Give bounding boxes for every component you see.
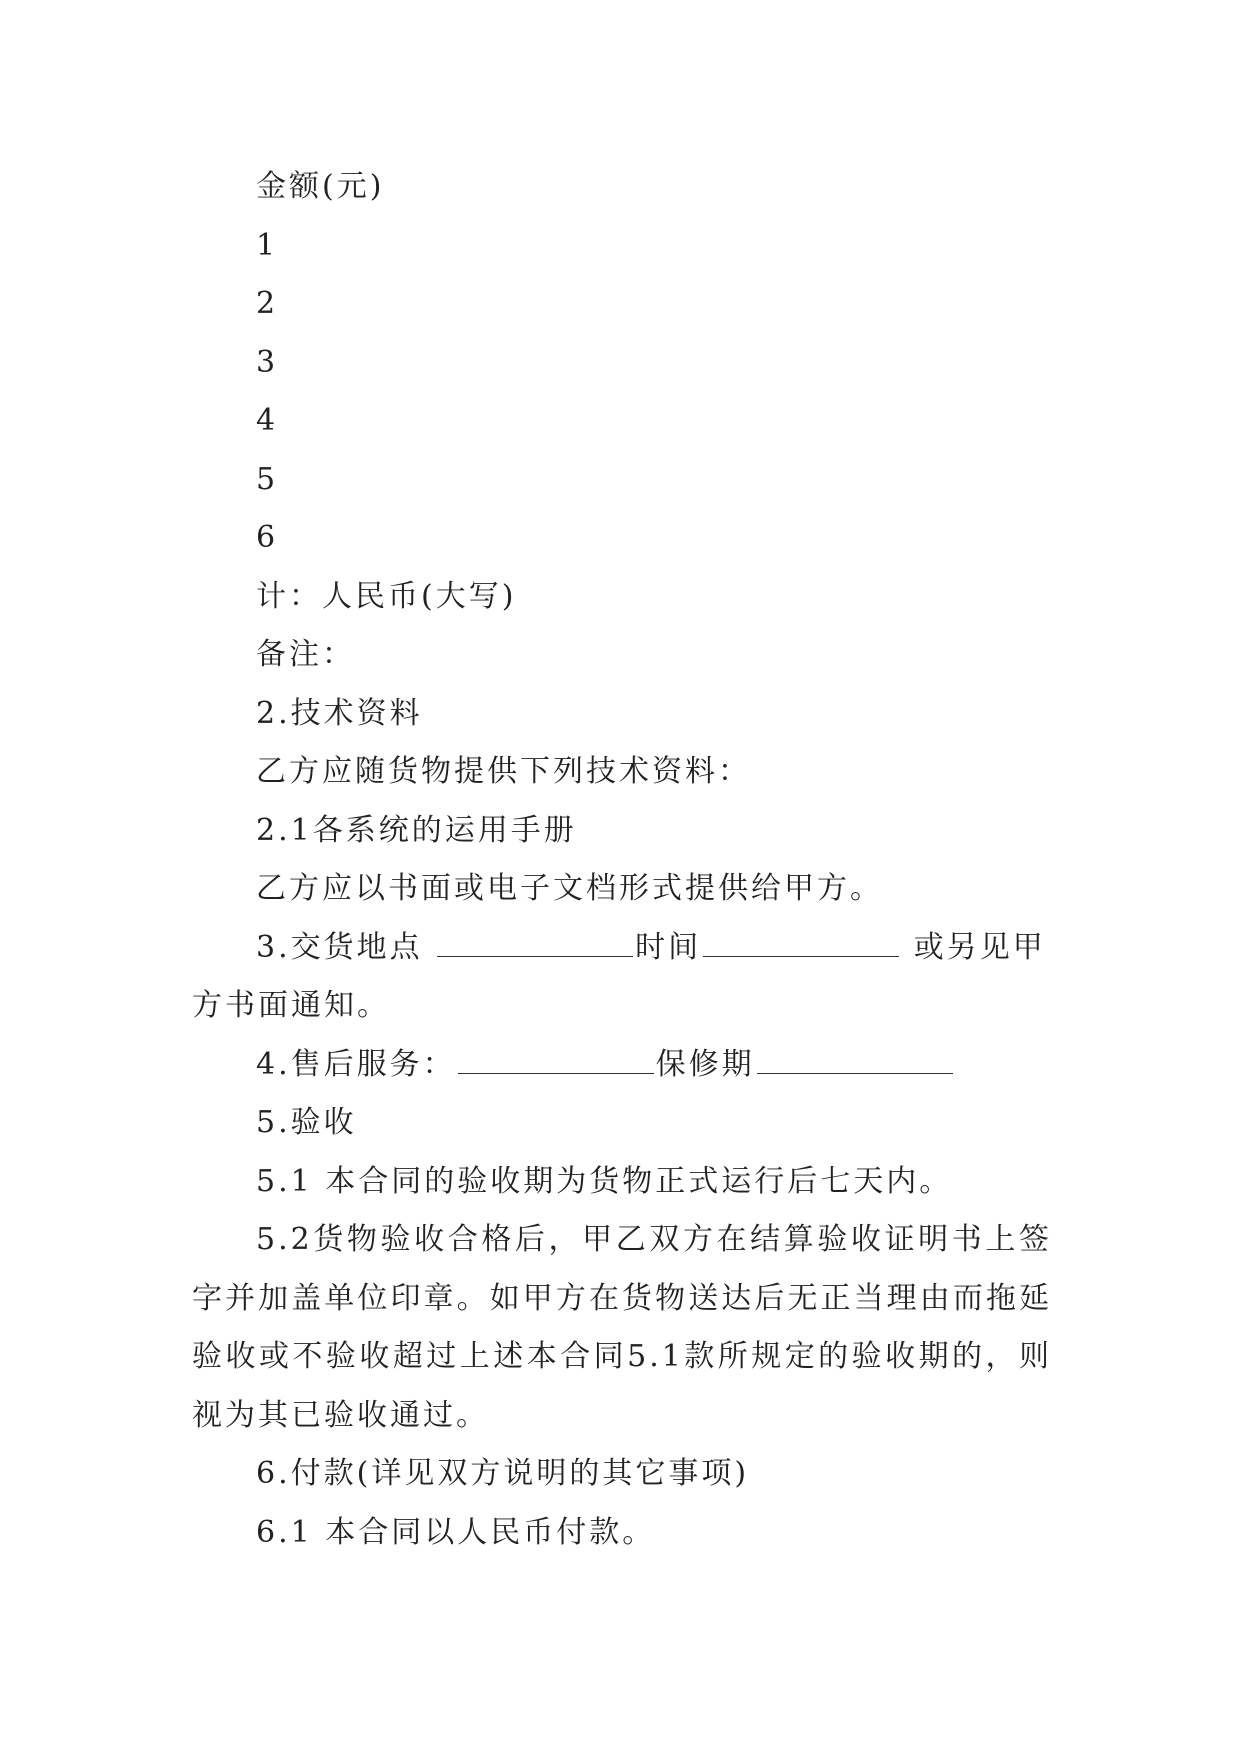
row-number: 2	[256, 286, 279, 321]
section-2-intro: 乙方应随货物提供下列技术资料：	[256, 754, 751, 789]
row-number: 1	[256, 227, 279, 263]
total-label: 计：人民币(大写)	[256, 578, 517, 614]
section-3-delivery	[192, 919, 1052, 978]
section-6-title: 6.付款(详见双方说明的其它事项)	[256, 1456, 750, 1491]
section-4-service	[192, 1036, 1052, 1095]
delivery-time-blank	[703, 922, 899, 957]
table-header-amount: 金额(元)	[256, 169, 385, 204]
section-2-title: 2.技术资料	[256, 695, 423, 731]
warranty-label: 保修期	[655, 1046, 755, 1082]
section-5-1: 5.1 本合同的验收期为货物正式运行后七天内。	[256, 1163, 953, 1199]
section-5-2: 5.2货物验收合格后，甲乙双方在结算验收证明书上签字并加盖单位印章。如甲方在货物送达后无正当理由而拖延验收或不验收超过上述本合同5.1款所规定的验收期的，则视为其已验收通过。	[192, 1222, 1052, 1433]
delivery-time-label: 时间	[635, 929, 702, 965]
warranty-blank	[757, 1039, 953, 1074]
section-6-1: 6.1 本合同以人民币付款。	[256, 1514, 656, 1550]
delivery-alt-label: 或另见甲	[901, 929, 1046, 965]
row-number: 6	[256, 520, 279, 555]
after-sales-blank	[458, 1039, 654, 1074]
section-2-1-title: 2.1各系统的运用手册	[256, 812, 577, 848]
remarks-label: 备注：	[256, 637, 355, 672]
delivery-place-label: 3.交货地点	[256, 929, 436, 965]
section-3-continuation: 方书面通知。	[192, 988, 390, 1023]
section-5-title: 5.验收	[256, 1105, 357, 1140]
row-number: 4	[256, 403, 279, 438]
row-number: 3	[256, 344, 279, 380]
document-body	[192, 158, 1052, 1562]
after-sales-label: 4.售后服务：	[256, 1046, 456, 1082]
section-2-1-text: 乙方应以书面或电子文档形式提供给甲方。	[256, 871, 883, 906]
row-number: 5	[256, 461, 279, 497]
delivery-place-blank	[437, 922, 633, 957]
